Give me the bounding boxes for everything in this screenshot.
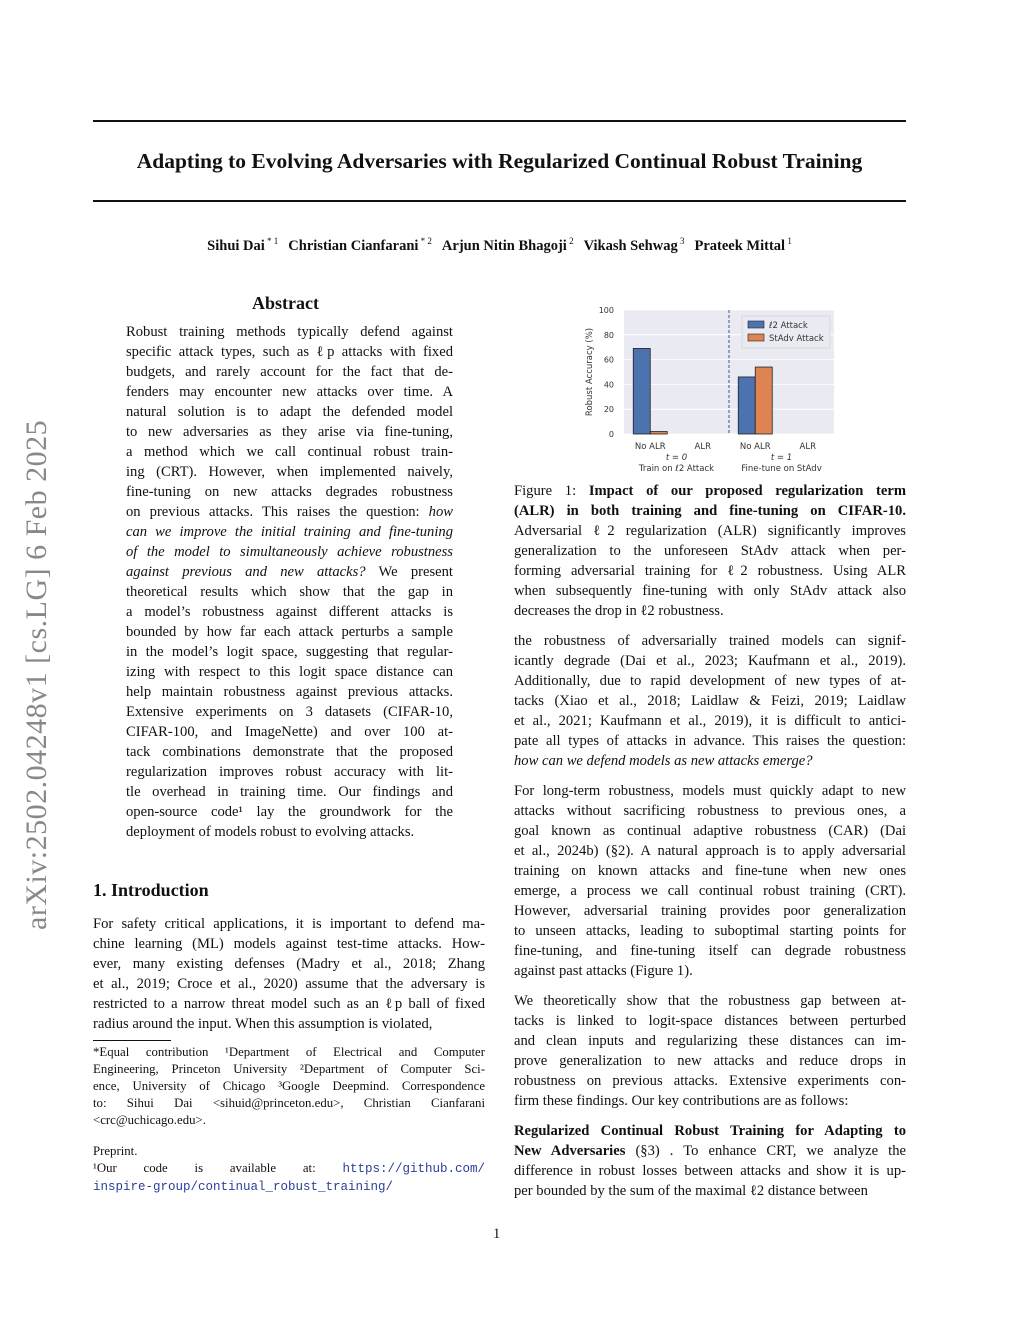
paragraph-line: how can we defend models as new attacks emerge? — [514, 753, 813, 769]
paragraph-line: robustness on previous attacks. Extensive experiments con- — [514, 1073, 906, 1089]
paragraph-line: firm these findings. Our key contributions are as follows: — [514, 1093, 849, 1109]
introduction-line: For safety critical applications, it is important to defend ma- — [93, 916, 485, 932]
abstract-line: can we improve the initial training and fine-tuning — [126, 524, 453, 540]
paragraph-line: icantly degrade (Dai et al., 2023; Kaufmann et al., 2019). — [514, 653, 906, 669]
group-label: Fine-tune on StAdv — [741, 464, 822, 474]
paragraph-line: et al., 2024b) (§2). A natural approach is to apply adversarial — [514, 843, 906, 859]
bar — [755, 367, 772, 434]
right-paragraph-1 — [514, 631, 906, 771]
caption-line: forming adversarial training for ℓ2 robustness. Using ALR — [514, 563, 906, 579]
introduction-line: restricted to a narrow threat model such as an ℓp ball of fixed — [93, 996, 485, 1012]
author-affiliation-mark: * 2 — [418, 236, 432, 246]
y-axis-label: Robust Accuracy (%) — [585, 327, 595, 417]
bar — [650, 432, 667, 434]
abstract-line: deployment of models robust to evolving attacks. — [126, 824, 415, 840]
introduction-line: radius around the input. When this assumption is violated, — [93, 1016, 433, 1032]
abstract-line: izing with respect to this logit space distance can — [126, 664, 453, 680]
abstract-line: to new adversaries as they arise via fine-tuning, — [126, 424, 453, 440]
introduction-line: ever, many existing defenses (Madry et al., 2018; Zhang — [93, 956, 485, 972]
legend-label: StAdv Attack — [769, 334, 824, 344]
introduction-body — [93, 914, 485, 1034]
group-label: Train on ℓ2 Attack — [638, 464, 715, 474]
abstract-line: of the model to simultaneously achieve robustness — [126, 544, 453, 560]
y-tick-label: 40 — [603, 380, 614, 390]
footnote-line: Engineering, Princeton University ²Department of Computer Sci- — [93, 1062, 485, 1076]
caption-line: Figure 1: Impact of our proposed regularization term — [514, 483, 906, 499]
group-time-label: t = 1 — [770, 453, 793, 463]
paragraph-line: prove generalization to new attacks and reduce drops in — [514, 1053, 906, 1069]
abstract-line: a method which we call continual robust train- — [126, 444, 453, 460]
abstract-line: fine-tuning on new attacks degrades robustness — [126, 484, 453, 500]
preprint-note: Preprint. — [93, 1144, 138, 1158]
author-affiliation-mark: * 1 — [264, 236, 279, 246]
caption-line: when subsequently fine-tuning with only StAdv attack also — [514, 583, 906, 599]
author-name: Prateek Mittal $^1$ — [694, 236, 792, 254]
paragraph-line: We theoretically show that the robustness gap between at- — [514, 993, 906, 1009]
top-rule — [93, 120, 906, 122]
paragraph-line: training on known attacks and fine-tune when new ones — [514, 863, 906, 879]
caption-line: Adversarial ℓ2 regularization (ALR) significantly improves — [514, 523, 906, 539]
paragraph-line: et al., 2021; Kaufmann et al., 2019), it is difficult to antici- — [514, 713, 906, 729]
y-tick-label: 0 — [608, 430, 614, 439]
y-tick-label: 80 — [603, 330, 614, 340]
caption-line: (ALR) in both training and fine-tuning on CIFAR-10. — [514, 503, 906, 519]
bar — [633, 348, 650, 434]
code-link-2[interactable]: inspire-group/continual_robust_training/ — [93, 1180, 394, 1194]
author-name: Arjun Nitin Bhagoji $^2$ — [441, 236, 574, 254]
abstract-heading: Abstract — [252, 293, 319, 313]
page-number: 1 — [493, 1226, 501, 1242]
code-footnote-2 — [93, 1178, 485, 1196]
abstract-line: tack combinations demonstrate that the proposed — [126, 744, 453, 760]
abstract-line: fenders may encounter new attacks over time. A — [126, 384, 453, 400]
abstract-line: Robust training methods typically defend against — [126, 324, 453, 340]
introduction-line: et al., 2019; Croce et al., 2020) assume that the adversary is — [93, 976, 485, 992]
paper-title: Adapting to Evolving Adversaries with Regularized Continual Robust Training — [136, 149, 863, 173]
author-affiliation-mark: 3 — [677, 236, 685, 246]
paragraph-line: Regularized Continual Robust Training for Adapting to — [514, 1123, 906, 1139]
code-note-text: ¹Our code is available at: — [93, 1161, 316, 1175]
right-paragraph-2 — [514, 781, 906, 981]
author-name: Sihui Dai $^{* 1}$ — [207, 236, 279, 254]
abstract-line: CIFAR-100, and ImageNette) and over 100 at- — [126, 724, 453, 740]
group-time-label: t = 0 — [665, 453, 688, 463]
footnote-line: to: Sihui Dai <sihuid@princeton.edu>, Christian Cianfarani — [93, 1096, 485, 1110]
abstract-line: tle overhead in training time. Our findings and — [126, 784, 453, 800]
abstract-line: budgets, and rarely account for the fact that de- — [126, 364, 453, 380]
legend-swatch — [748, 321, 764, 328]
paragraph-line: the robustness of adversarially trained models can signif- — [514, 633, 906, 649]
x-tick-label: ALR — [799, 442, 816, 452]
caption-line: generalization to the unforeseen StAdv attack when per- — [514, 543, 906, 559]
author-name: Vikash Sehwag $^3$ — [583, 236, 685, 254]
abstract-line: against previous and new attacks? We present — [126, 564, 453, 580]
paragraph-line: pate all types of attacks in advance. This raises the question: — [514, 733, 906, 749]
abstract-line: regularization improves robust accuracy with lit- — [126, 764, 453, 780]
paragraph-line: difference in robust losses between attacks and show it is up- — [514, 1163, 906, 1179]
abstract-line: Extensive experiments on 3 datasets (CIFAR-10, — [126, 704, 453, 720]
footnote-line: *Equal contribution ¹Department of Electrical and Computer — [93, 1045, 485, 1059]
abstract-line: specific attack types, such as ℓp attacks with fixed — [126, 344, 453, 360]
paragraph-line: tacks (Xiao et al., 2018; Laidlaw & Feizi, 2019; Laidlaw — [514, 693, 906, 709]
paragraph-line: to unseen attacks, leading to suboptimal starting points for — [514, 923, 906, 939]
legend-swatch — [748, 334, 764, 341]
abstract-line: a model’s robustness against different attacks is — [126, 604, 453, 620]
author-list — [93, 236, 906, 255]
abstract-line: help maintain robustness against previous attacks. — [126, 684, 453, 700]
footnote-rule — [93, 1040, 171, 1041]
introduction-line: chine learning (ML) models against test-time attacks. How- — [93, 936, 485, 952]
abstract-line: on previous attacks. This raises the question: how — [126, 504, 453, 520]
paragraph-line: goal known as continual adaptive robustness (CAR) (Dai — [514, 823, 906, 839]
x-tick-label: No ALR — [634, 442, 666, 452]
abstract-line: open-source code¹ lay the groundwork for the — [126, 804, 453, 820]
paragraph-line: Additionally, due to rapid development of new types of at- — [514, 673, 906, 689]
author-affiliation-mark: 1 — [785, 236, 792, 246]
code-footnote — [93, 1160, 485, 1178]
y-tick-label: 20 — [603, 405, 614, 415]
abstract-line: bounded by how far each attack perturbs a sample — [126, 624, 453, 640]
legend-label: ℓ2 Attack — [769, 321, 808, 331]
abstract-line: theoretical results which show that the gap in — [126, 584, 453, 600]
paragraph-line: and clean inputs and regularizing these distances can im- — [514, 1033, 906, 1049]
paragraph-line: tacks is linked to logit-space distances between perturbed — [514, 1013, 906, 1029]
figure-1-chart — [572, 300, 842, 480]
y-tick-label: 60 — [603, 355, 614, 365]
paragraph-line: attacks without sacrificing robustness to previous ones, a — [514, 803, 906, 819]
paragraph-line: emerge, a process we call continual robust training (CRT). — [514, 883, 906, 899]
figure-1-caption — [514, 481, 906, 621]
code-link-1[interactable]: https://github.com/ — [342, 1162, 485, 1176]
abstract-body — [126, 322, 453, 842]
paragraph-line: per bounded by the sum of the maximal ℓ2 distance between — [514, 1183, 868, 1199]
right-paragraph-4 — [514, 1121, 906, 1201]
author-name: Christian Cianfarani $^{* 2}$ — [288, 236, 432, 254]
abstract-line: in the model’s logit space, suggesting that regular- — [126, 644, 453, 660]
right-paragraph-3 — [514, 991, 906, 1111]
footnote-line: ence, University of Chicago ³Google Deepmind. Correspondence — [93, 1079, 485, 1093]
bar — [738, 377, 755, 434]
abstract-line: natural solution is to adapt the defended model — [126, 404, 453, 420]
introduction-heading: 1. Introduction — [93, 880, 209, 900]
x-tick-label: ALR — [694, 442, 711, 452]
title-bottom-rule — [93, 200, 906, 202]
caption-line: decreases the drop in ℓ2 robustness. — [514, 603, 724, 619]
paragraph-line: New Adversaries (§3) . To enhance CRT, we analyze the — [514, 1143, 906, 1159]
footnote-line: <crc@uchicago.edu>. — [93, 1113, 206, 1127]
y-tick-label: 100 — [598, 306, 614, 315]
paragraph-line: fine-tuning, and fine-tuning itself can degrade robustness — [514, 943, 906, 959]
arxiv-stamp: arXiv:2502.04248v1 [cs.LG] 6 Feb 2025 — [20, 419, 53, 930]
abstract-line: ing (CRT). However, when implemented naively, — [126, 464, 453, 480]
paragraph-line: For long-term robustness, models must quickly adapt to new — [514, 783, 906, 799]
x-tick-label: No ALR — [739, 442, 771, 452]
paragraph-line: against past attacks (Figure 1). — [514, 963, 693, 979]
paragraph-line: However, adversarial training provides poor generalization — [514, 903, 906, 919]
footnotes — [93, 1044, 485, 1196]
author-affiliation-mark: 2 — [566, 236, 574, 246]
